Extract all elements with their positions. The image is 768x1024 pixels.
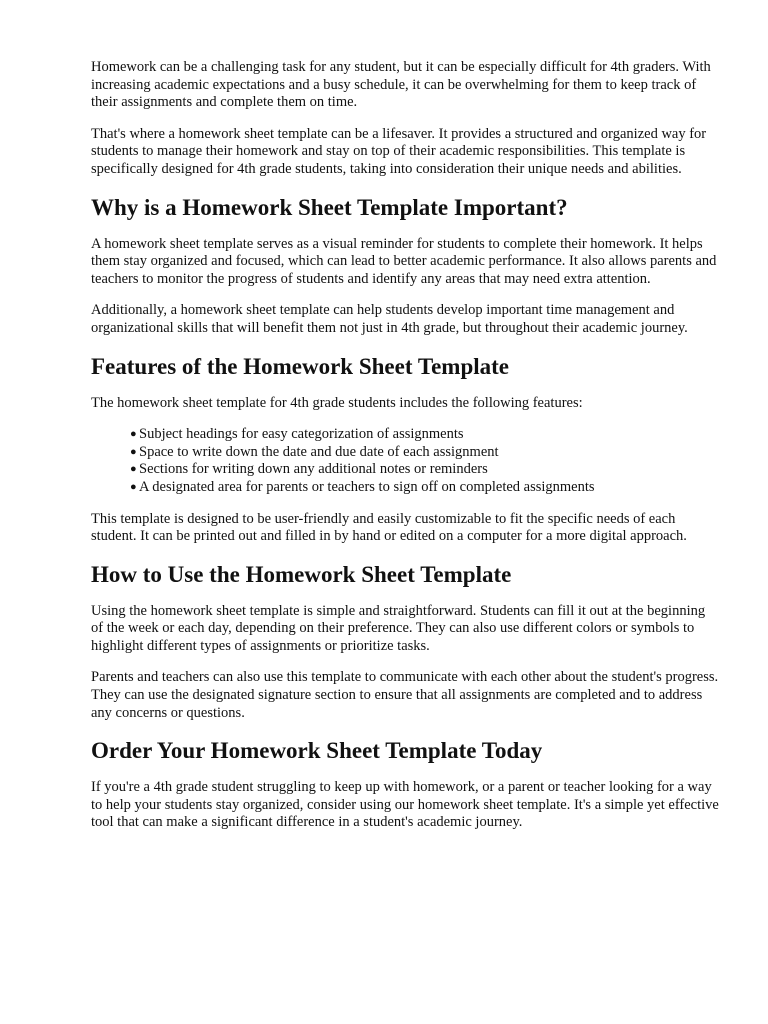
list-item: ● Subject headings for easy categorization of assignments xyxy=(130,426,464,443)
features-heading: Features of the Homework Sheet Template xyxy=(91,353,509,379)
order-paragraph-1: If you're a 4th grade student struggling to keep up with homework, or a parent or teacher looking for a way to help your students stay organized, consider using our homework sheet template. It's a simple yet effective tool that can make a significant difference in a student's academic journey. xyxy=(91,779,719,831)
bullet-icon: ● xyxy=(130,463,137,476)
howto-heading: How to Use the Homework Sheet Template xyxy=(91,561,512,587)
howto-paragraph-1: Using the homework sheet template is simple and straightforward. Students can fill it out at the beginning of the week or each day, depending on their preference. They can also use different colors or symbols to highlight different types of assignments or prioritize tasks. xyxy=(91,602,706,654)
why-paragraph-1: A homework sheet template serves as a visual reminder for students to complete their homework. It helps them stay organized and focused, which can lead to better academic performance. It also allows parents and teachers to monitor the progress of students and identify any areas that may need extra attention. xyxy=(91,235,717,287)
howto-paragraph-2: Parents and teachers can also use this template to communicate with each other about the student's progress. They can use the designated signature section to ensure that all assignments are completed and to address any concerns or questions. xyxy=(91,669,719,721)
list-item: ● Sections for writing down any additional notes or reminders xyxy=(130,461,488,478)
order-heading: Order Your Homework Sheet Template Today xyxy=(91,738,543,764)
bullet-icon: ● xyxy=(130,428,137,441)
list-item: ● A designated area for parents or teachers to sign off on completed assignments xyxy=(130,478,595,495)
bullet-icon: ● xyxy=(130,445,137,458)
intro-paragraph-2: That's where a homework sheet template can be a lifesaver. It provides a structured and organized way for students to manage their homework and stay on top of their academic responsibilities. This template is specifically designed for 4th grade students, taking into consideration their unique needs and abilities. xyxy=(91,125,707,177)
features-intro: The homework sheet template for 4th grade students includes the following features: xyxy=(91,394,583,411)
features-list xyxy=(91,426,720,496)
why-heading: Why is a Homework Sheet Template Important? xyxy=(91,194,568,220)
list-item: ● Space to write down the date and due date of each assignment xyxy=(130,443,499,460)
bullet-icon: ● xyxy=(130,480,137,493)
features-outro: This template is designed to be user-friendly and easily customizable to fit the specific needs of each student. It can be printed out and filled in by hand or edited on a computer for a more digital approach. xyxy=(91,510,687,545)
intro-paragraph-1: Homework can be a challenging task for any student, but it can be especially difficult for 4th graders. With increasing academic expectations and a busy schedule, it can be overwhelming for them to keep track of their assignments and complete them on time. xyxy=(91,59,711,111)
why-paragraph-2: Additionally, a homework sheet template can help students develop important time management and organizational skills that will benefit them not just in 4th grade, but throughout their academic journey. xyxy=(91,302,688,336)
